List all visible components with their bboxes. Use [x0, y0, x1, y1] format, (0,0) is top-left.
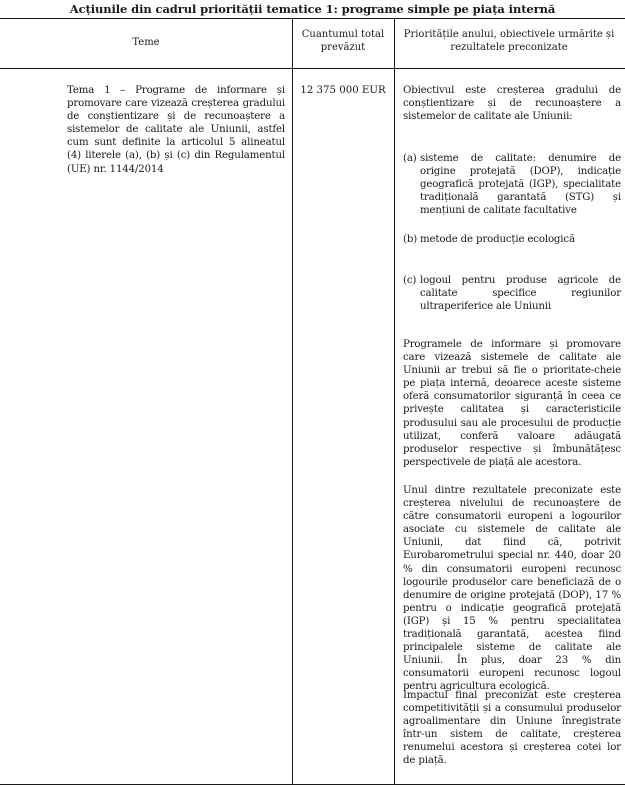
objective-intro: Obiectivul este creșterea gradului de conștientizare și de recunoaștere a sistemelor de calitate ale Uniunii: [403, 85, 621, 123]
list-item [403, 152, 621, 217]
theme-cell: Tema 1 – Programe de informare și promovare care vizează creșterea gradului de conștientizare și de recunoaștere a sistemelor de calitate ale Uniunii, astfel cum sunt definite la articolul 5 alineatul (4) literele (a), (b) și (c) din Regulamentul (UE) nr. 1144/2014 [67, 85, 285, 175]
header-bottom-border [0, 68, 625, 69]
header-prioritati: Prioritățile anului, obiectivele urmărite și rezultatele preconizate [403, 29, 615, 53]
results-paragraph: Unul dintre rezultatele preconizate este creșterea nivelului de recunoaștere de către consumatorii europeni a logourilor asociate cu sistemele de calitate ale Uniunii, dat fiind că, potrivit Eurobarometrului special nr. 440, doar 20 % din consumatorii europeni recunosc logourile produselor care beneficiază de o denumire de origine protejată (DOP), 17 % pentru o indicație geografică protejată (IGP) și 15 % pentru specialitatea tradițională garantată, acestea fiind principalele sisteme de calitate ale Uniunii. În plus, doar 23 % din consumatorii europeni recunosc logoul pentru agricultura ecologică. [403, 485, 621, 693]
impact-paragraph: Impactul final preconizat este creșterea competitivității și a consumului produselor agroalimentare din Uniune înregistrate într-un sistem de calitate, creșterea renumelui acestora și creșterea cotei lor de piață. [403, 690, 621, 767]
table-bottom-border [0, 784, 625, 785]
list-item-marker: (a) [403, 153, 417, 164]
list-item-marker: (b) [403, 234, 418, 245]
header-teme: Teme [132, 37, 160, 48]
priority-paragraph: Programele de informare și promovare care vizează sistemele de calitate ale Uniunii ar trebui să fie o prioritate-cheie pe piața internă, deoarece aceste sisteme oferă consumatorilor siguranță în ceea ce privește calitatea și caracteristicile produsului sau ale procesului de producție utilizat, conferă valoare adăugată produselor respective și îmbunătățesc perspectivele de piață ale acestora. [403, 339, 621, 468]
list-item-marker: (c) [403, 275, 417, 286]
amount-cell: 12 375 000 EUR [300, 85, 386, 96]
table-title: Acțiunile din cadrul priorității tematice 1: programe simple pe piața internă [69, 2, 556, 16]
list-item [403, 274, 621, 313]
list-item-text: metode de producție ecologică [420, 234, 575, 245]
list-item-text: sisteme de calitate: denumire de origine protejată (DOP), indicație geografică protejată (IGP), specialitate tradițională garantată (STG) și mențiuni de calitate facultative [420, 153, 621, 217]
list-item [403, 233, 621, 246]
column-divider-1 [292, 18, 293, 785]
table-top-border [0, 18, 625, 19]
header-cuantum: Cuantumul total prevăzut [301, 29, 385, 53]
column-divider-2 [394, 18, 395, 785]
list-item-text: logoul pentru produse agricole de calitate specifice regiunilor ultraperiferice ale Uniunii [420, 275, 621, 313]
